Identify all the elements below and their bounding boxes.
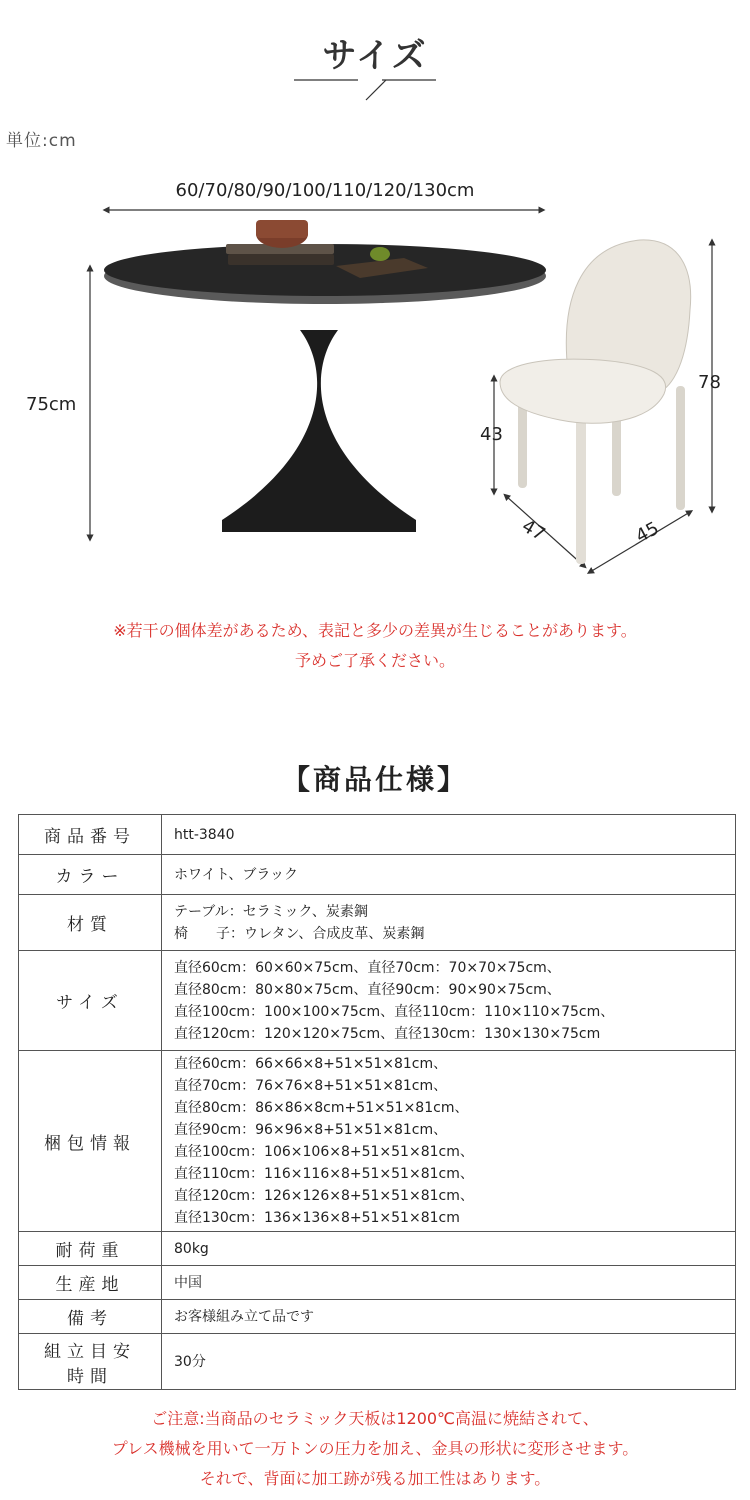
spec-value-line: ホワイト、ブラック [174,866,299,883]
spec-row [19,895,736,951]
spec-row [19,1232,736,1266]
spec-row [19,815,736,855]
spec-value-line: 椅 子：ウレタン、合成皮革、炭素鋼 [174,925,425,942]
spec-value-line: 直径130cm：136×136×8+51×51×81cm [174,1210,460,1226]
spec-table [18,814,736,1390]
spec-value-line: 直径80cm：80×80×75cm、直径90cm：90×90×75cm、 [174,981,561,998]
table-height-label: 75cm [26,394,77,415]
spec-value-line: 80kg [174,1240,209,1257]
spec-value [162,1300,736,1334]
spec-label-assembly-time [19,1334,162,1390]
spec-value [162,1232,736,1266]
spec-row [19,1300,736,1334]
spec-value-line: htt-3840 [174,826,235,843]
spec-label: 備考 [19,1300,162,1334]
spec-label: 商品番号 [19,815,162,855]
spec-value [162,951,736,1051]
spec-value-line: 直径60cm：60×60×75cm、直径70cm：70×70×75cm、 [174,959,561,976]
spec-label-line: 時間 [67,1366,113,1387]
notice-line: プレス機械を用いて一万トンの圧力を加え、金具の形状に変形させます。 [111,1439,639,1458]
spec-value-line: 直径110cm：116×116×8+51×51×81cm、 [174,1166,474,1182]
spec-value [162,1334,736,1390]
spec-value [162,1266,736,1300]
chair-width-label: 45 [632,517,663,548]
spec-value-line: テーブル：セラミック、炭素鋼 [174,903,368,920]
spec-value-line: 直径90cm：96×96×8+51×51×81cm、 [174,1122,448,1138]
spec-row [19,1266,736,1300]
unit-label: 単位:cm [6,131,77,151]
spec-label: 生産地 [19,1266,162,1300]
notice-line: ※若干の個体差があるため、表記と多少の差異が生じることがあります。 [113,621,637,640]
section-title: サイズ [322,36,428,76]
spec-row [19,1334,736,1390]
spec-value [162,1051,736,1232]
spec-value-line: 直径100cm：106×106×8+51×51×81cm、 [174,1144,474,1160]
chair-seat-height-label: 43 [480,424,503,445]
size-notice [0,616,750,676]
spec-value-line: 30分 [174,1353,206,1370]
spec-row [19,951,736,1051]
spec-value-line: 直径60cm：66×66×8+51×51×81cm、 [174,1056,448,1072]
notice-line: それで、背面に加工跡が残る加工性はあります。 [199,1469,551,1488]
spec-label: 材質 [19,895,162,951]
spec-value-line: 中国 [174,1274,202,1291]
spec-value-line: お客様組み立て品です [174,1308,314,1325]
spec-value [162,815,736,855]
spec-value-line: 直径100cm：100×100×75cm、直径110cm：110×110×75cm、 [174,1003,615,1020]
spec-row [19,1051,736,1232]
spec-value-line: 直径120cm：120×120×75cm、直径130cm：130×130×75cm [174,1025,601,1042]
spec-value [162,855,736,895]
spec-row [19,855,736,895]
spec-value-line: 直径120cm：126×126×8+51×51×81cm、 [174,1188,474,1204]
spec-value [162,895,736,951]
title-underline-decoration [290,72,440,104]
spec-value-line: 直径80cm：86×86×8cm+51×51×81cm、 [174,1100,469,1116]
notice-line: ご注意:当商品のセラミック天板は1200℃高温に焼結されて、 [151,1409,599,1428]
notice-line: 予めご了承ください。 [294,651,455,670]
spec-label-line: 組立目安 [44,1341,136,1362]
chair-back-height-label: 78 [698,372,721,393]
round-table-image [104,220,546,532]
spec-label: 耐荷重 [19,1232,162,1266]
spec-label: サイズ [19,951,162,1051]
spec-label: カラー [19,855,162,895]
spec-label: 梱包情報 [19,1051,162,1232]
chair-depth-label: 47 [518,515,549,546]
ceramic-notice [0,1404,750,1494]
spec-value-line: 直径70cm：76×76×8+51×51×81cm、 [174,1078,448,1094]
table-width-label: 60/70/80/90/100/110/120/130cm [175,180,475,201]
spec-heading: 【商品仕様】 [281,763,468,796]
